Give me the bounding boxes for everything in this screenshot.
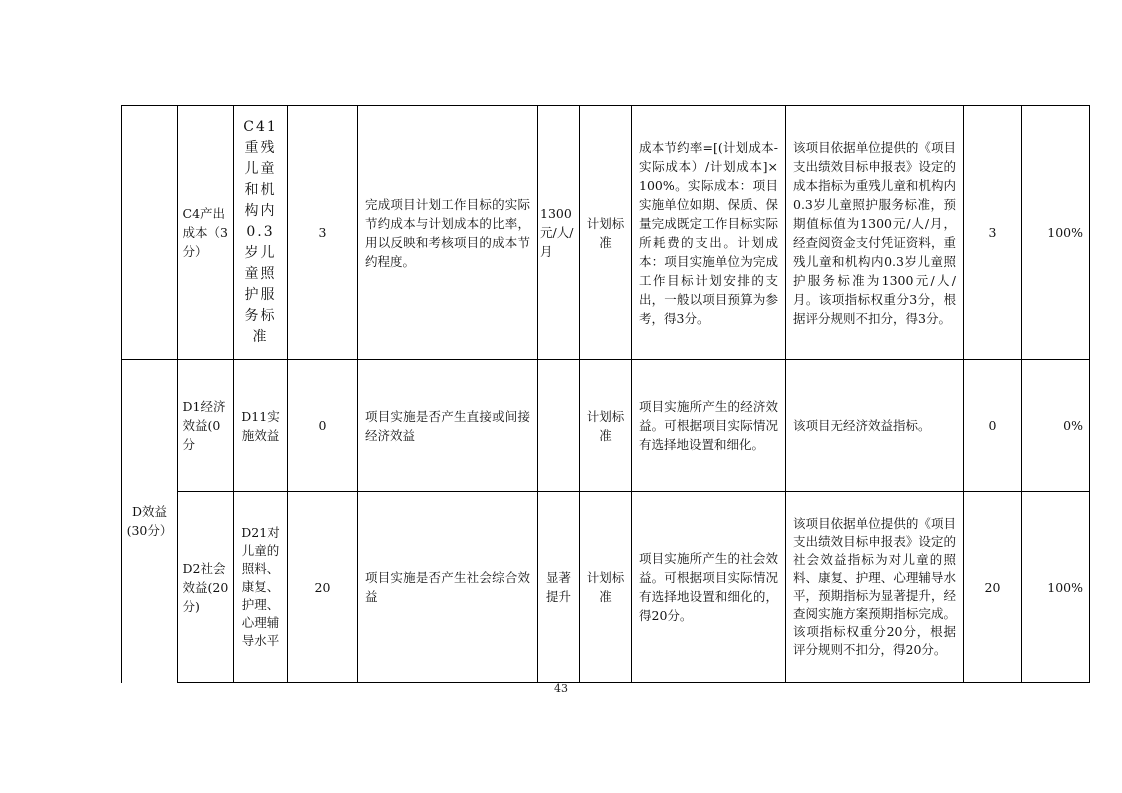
standard-source: 计划标准 [580,360,632,492]
score-value: 0 [964,360,1022,492]
tertiary-indicator-text: D21对儿童的照料、康复、护理、心理辅导水平 [241,525,280,648]
target-value: 显著提升 [538,492,580,683]
standard-source: 计划标准 [580,492,632,683]
scoring-method: 项目实施所产生的经济效益。可根据项目实际情况有选择地设置和细化。 [632,360,786,492]
score-rate: 100% [1022,106,1090,360]
indicator-weight: 20 [288,492,358,683]
scoring-method: 成本节约率=[(计划成本-实际成本）/计划成本]×100%。实际成本：项目实施单位如期、保质、保量完成既定工作目标实际所耗费的支出。计划成本：项目实施单位为完成工作目标计划安排的支出，一般以项目预算为参考，得3分。 [632,106,786,360]
evaluation-table [121,105,1090,683]
indicator-explanation: 完成项目计划工作目标的实际节约成本与计划成本的比率，用以反映和考核项目的成本节约程度。 [358,106,538,360]
table-row [122,360,1090,492]
primary-indicator-text: D效益(30分） [126,504,173,539]
scoring-method: 项目实施所产生的社会效益。可根据项目实际情况有选择地设置和细化的，得20分。 [632,492,786,683]
scoring-basis: 该项目无经济效益指标。 [786,360,964,492]
indicator-explanation: 项目实施是否产生社会综合效益 [358,492,538,683]
score-value: 20 [964,492,1022,683]
tertiary-indicator [234,492,288,683]
secondary-indicator-text: C4产出成本（3分） [182,206,228,259]
scoring-basis: 该项目依据单位提供的《项目支出绩效目标申报表》设定的社会效益指标为对儿童的照料、康复、护理、心理辅导水平，预期指标为显著提升，经查阅实施方案预期指标完成。该项指标权重分20分，根据评分规则不扣分，得20分。 [786,492,964,683]
secondary-indicator-text: D1经济效益(0分 [182,399,226,452]
page-number: 43 [554,682,568,695]
target-value: 1300元/人/月 [538,106,580,360]
secondary-indicator [178,360,234,492]
standard-source: 计划标准 [580,106,632,360]
tertiary-indicator [234,106,288,360]
scoring-basis: 该项目依据单位提供的《项目支出绩效目标申报表》设定的成本指标为重残儿童和机构内0.3岁儿童照护服务标准，预期值标值为1300元/人/月，经查阅资金支付凭证资料，重残儿童和机构内0.3岁儿童照护服务标准为1300元/人/月。该项指标权重分3分，根据评分规则不扣分，得3分。 [786,106,964,360]
secondary-indicator [178,492,234,683]
tertiary-indicator-text: D11实施效益 [241,408,280,443]
score-value: 3 [964,106,1022,360]
indicator-explanation: 项目实施是否产生直接或间接经济效益 [358,360,538,492]
target-value [538,360,580,492]
tertiary-indicator-text: C41重残儿童和机构内0.3岁儿童照护服务标准 [243,119,278,345]
secondary-indicator [178,106,234,360]
score-rate: 0% [1022,360,1090,492]
indicator-weight: 3 [288,106,358,360]
primary-indicator-cell [122,106,178,360]
table-row [122,106,1090,360]
secondary-indicator-text: D2社会效益(20分) [182,560,229,614]
primary-indicator [122,360,178,683]
indicator-weight: 0 [288,360,358,492]
table-row [122,492,1090,683]
score-rate: 100% [1022,492,1090,683]
tertiary-indicator [234,360,288,492]
